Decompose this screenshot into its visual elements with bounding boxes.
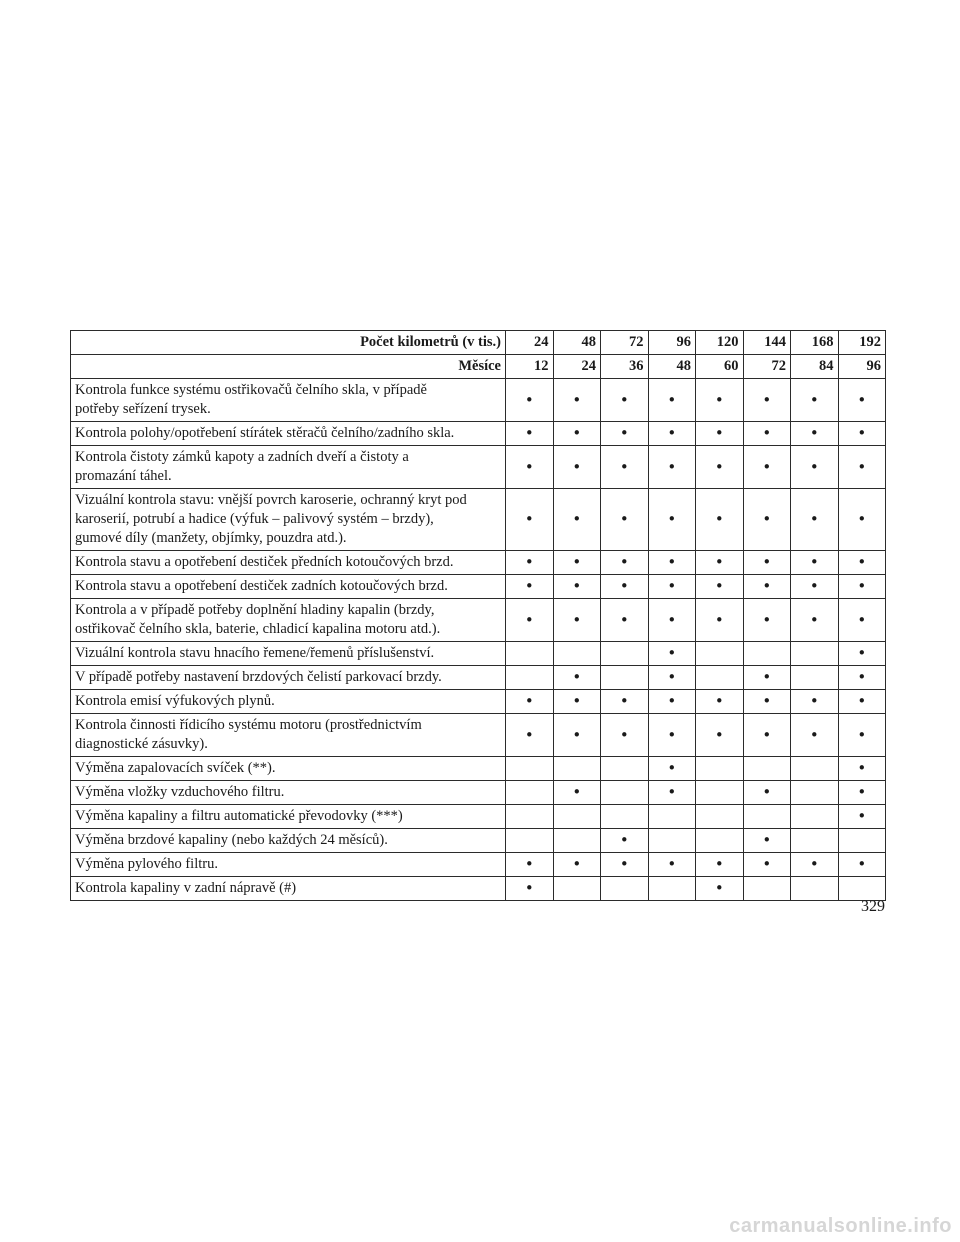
service-mark: • <box>791 489 839 551</box>
task-description: Kontrola čistoty zámků kapoty a zadních dveří a čistoty a promazání táhel. <box>71 446 506 489</box>
empty-cell <box>791 781 839 805</box>
empty-cell <box>601 781 649 805</box>
page-number: 329 <box>861 898 885 915</box>
empty-cell <box>838 829 886 853</box>
empty-cell <box>791 829 839 853</box>
empty-cell <box>553 642 601 666</box>
empty-cell <box>601 877 649 901</box>
service-mark: • <box>506 446 554 489</box>
km-label: Počet kilometrů (v tis.) <box>71 331 506 355</box>
table-row <box>71 551 886 575</box>
header-row-months <box>71 355 886 379</box>
maintenance-schedule-table <box>70 330 886 901</box>
table-row <box>71 829 886 853</box>
service-mark: • <box>506 422 554 446</box>
service-mark: • <box>791 714 839 757</box>
service-mark: • <box>838 551 886 575</box>
month-interval: 48 <box>648 355 696 379</box>
service-mark: • <box>743 853 791 877</box>
service-mark: • <box>696 599 744 642</box>
table-row <box>71 599 886 642</box>
service-mark: • <box>838 666 886 690</box>
service-mark: • <box>506 489 554 551</box>
task-description: V případě potřeby nastavení brzdových čelistí parkovací brzdy. <box>71 666 506 690</box>
service-mark: • <box>553 551 601 575</box>
service-mark: • <box>838 714 886 757</box>
service-mark: • <box>791 599 839 642</box>
service-mark: • <box>601 853 649 877</box>
km-interval: 168 <box>791 331 839 355</box>
service-mark: • <box>696 379 744 422</box>
empty-cell <box>648 805 696 829</box>
service-mark: • <box>838 489 886 551</box>
empty-cell <box>506 829 554 853</box>
service-mark: • <box>696 551 744 575</box>
empty-cell <box>791 666 839 690</box>
service-mark: • <box>601 379 649 422</box>
empty-cell <box>696 642 744 666</box>
table-row <box>71 422 886 446</box>
empty-cell <box>696 757 744 781</box>
service-mark: • <box>838 446 886 489</box>
empty-cell <box>648 829 696 853</box>
service-mark: • <box>601 599 649 642</box>
empty-cell <box>696 805 744 829</box>
task-description: Vizuální kontrola stavu: vnější povrch karoserie, ochranný kryt pod karoserií, potrubí a hadice (výfuk – palivový systém – brzdy), gumové díly (manžety, objímky, pouzdra atd.). <box>71 489 506 551</box>
empty-cell <box>743 805 791 829</box>
service-mark: • <box>601 575 649 599</box>
service-mark: • <box>601 446 649 489</box>
task-description: Kontrola emisí výfukových plynů. <box>71 690 506 714</box>
service-mark: • <box>648 853 696 877</box>
service-mark: • <box>648 781 696 805</box>
service-mark: • <box>601 690 649 714</box>
empty-cell <box>553 877 601 901</box>
table-row <box>71 853 886 877</box>
task-description: Kontrola polohy/opotřebení stírátek stěračů čelního/zadního skla. <box>71 422 506 446</box>
service-mark: • <box>743 714 791 757</box>
empty-cell <box>553 829 601 853</box>
service-mark: • <box>553 714 601 757</box>
task-description: Kontrola kapaliny v zadní nápravě (#) <box>71 877 506 901</box>
month-interval: 72 <box>743 355 791 379</box>
service-mark: • <box>743 489 791 551</box>
empty-cell <box>601 805 649 829</box>
empty-cell <box>696 829 744 853</box>
service-mark: • <box>553 690 601 714</box>
km-interval: 144 <box>743 331 791 355</box>
service-mark: • <box>743 599 791 642</box>
month-interval: 60 <box>696 355 744 379</box>
empty-cell <box>791 877 839 901</box>
service-mark: • <box>791 575 839 599</box>
task-description: Výměna kapaliny a filtru automatické převodovky (***) <box>71 805 506 829</box>
task-description: Kontrola stavu a opotřebení destiček předních kotoučových brzd. <box>71 551 506 575</box>
service-mark: • <box>743 446 791 489</box>
service-mark: • <box>601 489 649 551</box>
service-mark: • <box>696 877 744 901</box>
service-mark: • <box>648 714 696 757</box>
service-mark: • <box>696 853 744 877</box>
service-mark: • <box>838 805 886 829</box>
service-mark: • <box>648 599 696 642</box>
service-mark: • <box>791 379 839 422</box>
empty-cell <box>743 877 791 901</box>
service-mark: • <box>838 781 886 805</box>
km-interval: 120 <box>696 331 744 355</box>
service-mark: • <box>648 666 696 690</box>
table-row <box>71 666 886 690</box>
empty-cell <box>506 757 554 781</box>
service-mark: • <box>648 690 696 714</box>
task-description: Výměna vložky vzduchového filtru. <box>71 781 506 805</box>
watermark: carmanualsonline.info <box>729 1215 952 1237</box>
task-description: Výměna brzdové kapaliny (nebo každých 24 měsíců). <box>71 829 506 853</box>
service-mark: • <box>838 379 886 422</box>
table-row <box>71 575 886 599</box>
service-mark: • <box>743 575 791 599</box>
service-mark: • <box>743 781 791 805</box>
empty-cell <box>791 757 839 781</box>
empty-cell <box>506 666 554 690</box>
service-mark: • <box>838 757 886 781</box>
empty-cell <box>506 781 554 805</box>
empty-cell <box>743 757 791 781</box>
table-row <box>71 379 886 422</box>
service-mark: • <box>506 379 554 422</box>
service-mark: • <box>696 575 744 599</box>
service-mark: • <box>743 666 791 690</box>
service-mark: • <box>648 551 696 575</box>
service-mark: • <box>648 379 696 422</box>
month-interval: 12 <box>506 355 554 379</box>
km-interval: 72 <box>601 331 649 355</box>
km-interval: 48 <box>553 331 601 355</box>
month-interval: 84 <box>791 355 839 379</box>
empty-cell <box>648 877 696 901</box>
empty-cell <box>696 781 744 805</box>
service-mark: • <box>601 551 649 575</box>
task-description: Vizuální kontrola stavu hnacího řemene/řemenů příslušenství. <box>71 642 506 666</box>
empty-cell <box>743 642 791 666</box>
month-interval: 24 <box>553 355 601 379</box>
empty-cell <box>553 805 601 829</box>
service-mark: • <box>553 422 601 446</box>
service-mark: • <box>506 599 554 642</box>
table-row <box>71 877 886 901</box>
empty-cell <box>838 877 886 901</box>
service-mark: • <box>506 575 554 599</box>
empty-cell <box>601 757 649 781</box>
km-interval: 192 <box>838 331 886 355</box>
service-mark: • <box>553 599 601 642</box>
service-mark: • <box>838 853 886 877</box>
service-mark: • <box>553 489 601 551</box>
service-mark: • <box>743 829 791 853</box>
service-mark: • <box>743 690 791 714</box>
service-mark: • <box>506 877 554 901</box>
service-mark: • <box>648 642 696 666</box>
empty-cell <box>696 666 744 690</box>
service-mark: • <box>648 489 696 551</box>
service-mark: • <box>696 489 744 551</box>
task-description: Kontrola stavu a opotřebení destiček zadních kotoučových brzd. <box>71 575 506 599</box>
km-interval: 24 <box>506 331 554 355</box>
table-row <box>71 781 886 805</box>
service-mark: • <box>553 379 601 422</box>
task-description: Kontrola a v případě potřeby doplnění hladiny kapalin (brzdy, ostřikovač čelního skla, baterie, chladicí kapalina motoru atd.). <box>71 599 506 642</box>
service-mark: • <box>791 446 839 489</box>
table-row <box>71 714 886 757</box>
empty-cell <box>506 642 554 666</box>
service-mark: • <box>553 575 601 599</box>
service-mark: • <box>696 714 744 757</box>
empty-cell <box>601 666 649 690</box>
service-mark: • <box>506 690 554 714</box>
service-mark: • <box>696 690 744 714</box>
task-description: Kontrola činnosti řídicího systému motoru (prostřednictvím diagnostické zásuvky). <box>71 714 506 757</box>
service-mark: • <box>601 422 649 446</box>
table-row <box>71 489 886 551</box>
service-mark: • <box>791 551 839 575</box>
service-mark: • <box>506 714 554 757</box>
empty-cell <box>601 642 649 666</box>
service-mark: • <box>648 757 696 781</box>
service-mark: • <box>838 575 886 599</box>
empty-cell <box>506 805 554 829</box>
service-mark: • <box>648 446 696 489</box>
km-interval: 96 <box>648 331 696 355</box>
table-row <box>71 446 886 489</box>
service-mark: • <box>648 422 696 446</box>
table-row <box>71 642 886 666</box>
header-row-km <box>71 331 886 355</box>
service-mark: • <box>601 829 649 853</box>
table-row <box>71 805 886 829</box>
empty-cell <box>791 642 839 666</box>
service-mark: • <box>648 575 696 599</box>
months-label: Měsíce <box>71 355 506 379</box>
service-mark: • <box>743 551 791 575</box>
task-description: Výměna zapalovacích svíček (**). <box>71 757 506 781</box>
service-mark: • <box>791 422 839 446</box>
month-interval: 36 <box>601 355 649 379</box>
service-mark: • <box>506 853 554 877</box>
service-mark: • <box>553 666 601 690</box>
service-mark: • <box>791 853 839 877</box>
service-mark: • <box>838 642 886 666</box>
empty-cell <box>553 757 601 781</box>
table-row <box>71 690 886 714</box>
service-mark: • <box>743 422 791 446</box>
service-mark: • <box>553 853 601 877</box>
service-mark: • <box>696 422 744 446</box>
service-mark: • <box>696 446 744 489</box>
task-description: Výměna pylového filtru. <box>71 853 506 877</box>
empty-cell <box>791 805 839 829</box>
service-mark: • <box>601 714 649 757</box>
service-mark: • <box>743 379 791 422</box>
service-mark: • <box>838 599 886 642</box>
table-row <box>71 757 886 781</box>
service-mark: • <box>553 446 601 489</box>
task-description: Kontrola funkce systému ostřikovačů čelního skla, v případě potřeby seřízení trysek. <box>71 379 506 422</box>
service-mark: • <box>838 690 886 714</box>
service-mark: • <box>506 551 554 575</box>
service-mark: • <box>838 422 886 446</box>
service-mark: • <box>791 690 839 714</box>
month-interval: 96 <box>838 355 886 379</box>
service-mark: • <box>553 781 601 805</box>
